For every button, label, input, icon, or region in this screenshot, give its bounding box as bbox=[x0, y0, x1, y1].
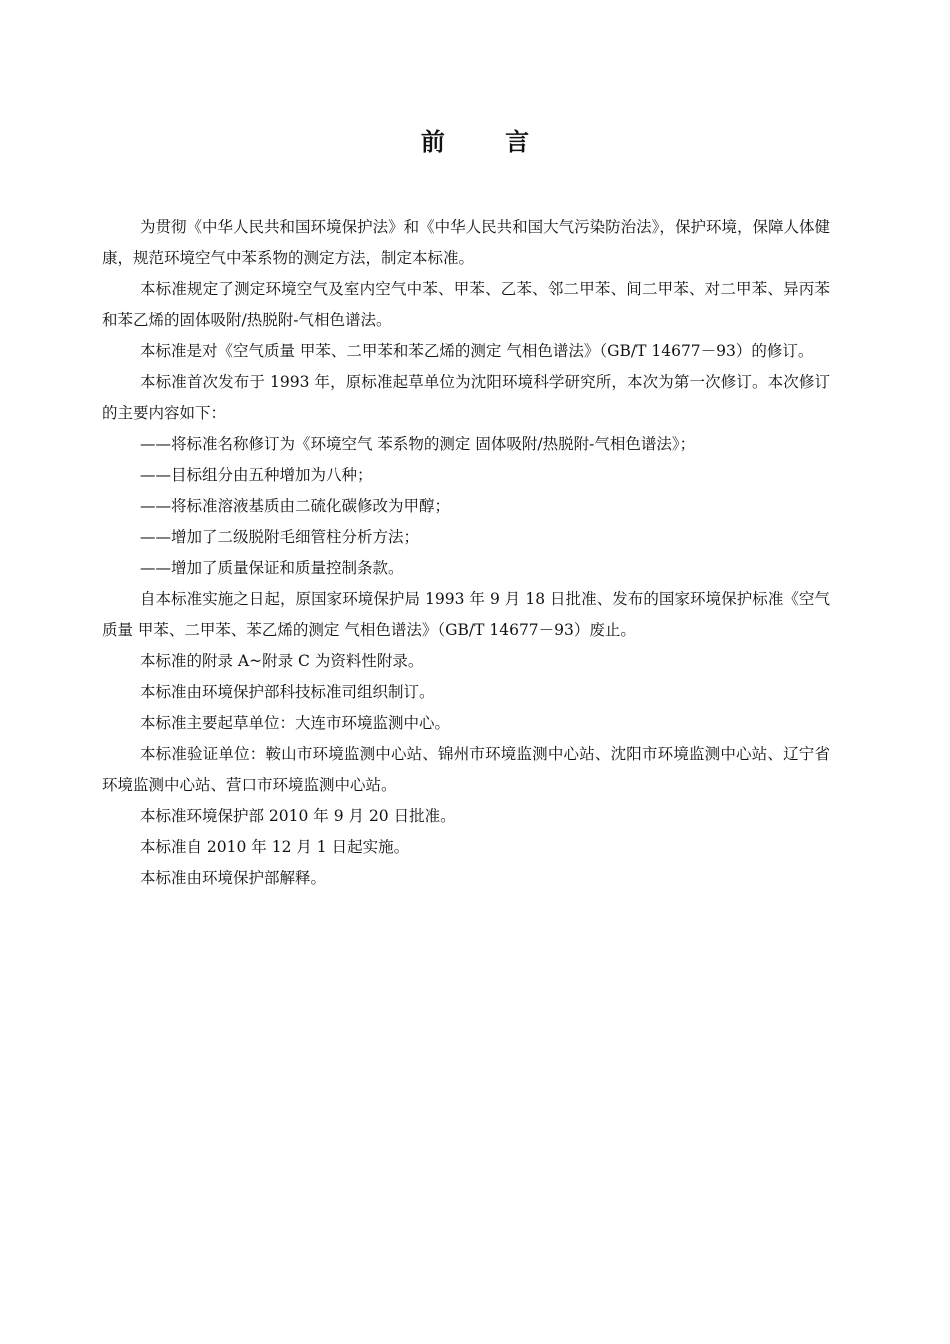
paragraph-abolish: 自本标准实施之日起，原国家环境保护局 1993 年 9 月 18 日批准、发布的国家环境保护标准《空气质量 甲苯、二甲苯、苯乙烯的测定 气相色谱法》（GB/T 14677－93）废止。 bbox=[102, 590, 830, 639]
paragraph-appendix: 本标准的附录 A~附录 C 为资料性附录。 bbox=[140, 652, 424, 670]
paragraph-organizer: 本标准由环境保护部科技标准司组织制订。 bbox=[140, 683, 435, 701]
paragraph-approved: 本标准环境保护部 2010 年 9 月 20 日批准。 bbox=[140, 807, 456, 825]
paragraph-scope: 本标准规定了测定环境空气及室内空气中苯、甲苯、乙苯、邻二甲苯、间二甲苯、对二甲苯、异丙苯和苯乙烯的固体吸附/热脱附-气相色谱法。 bbox=[102, 280, 830, 329]
paragraph-history: 本标准首次发布于 1993 年，原标准起草单位为沈阳环境科学研究所，本次为第一次修订。本次修订的主要内容如下： bbox=[102, 373, 830, 422]
paragraph-effective: 本标准自 2010 年 12 月 1 日起实施。 bbox=[140, 838, 410, 856]
list-item-rename: ——将标准名称修订为《环境空气 苯系物的测定 固体吸附/热脱附-气相色谱法》； bbox=[140, 435, 696, 453]
foreword-body bbox=[102, 212, 830, 894]
list-item-components: ——目标组分由五种增加为八种； bbox=[140, 466, 373, 484]
list-item-solvent: ——将标准溶液基质由二硫化碳修改为甲醇； bbox=[140, 497, 451, 515]
paragraph-drafter: 本标准主要起草单位：大连市环境监测中心。 bbox=[140, 714, 451, 732]
page-title: 前 言 bbox=[420, 128, 556, 156]
list-item-capillary: ——增加了二级脱附毛细管柱分析方法； bbox=[140, 528, 420, 546]
paragraph-revision-of: 本标准是对《空气质量 甲苯、二甲苯和苯乙烯的测定 气相色谱法》（GB/T 14677－93）的修订。 bbox=[140, 342, 814, 360]
list-item-qa-qc: ——增加了质量保证和质量控制条款。 bbox=[140, 559, 404, 577]
paragraph-validators: 本标准验证单位：鞍山市环境监测中心站、锦州市环境监测中心站、沈阳市环境监测中心站、辽宁省环境监测中心站、营口市环境监测中心站。 bbox=[102, 745, 830, 794]
paragraph-purpose: 为贯彻《中华人民共和国环境保护法》和《中华人民共和国大气污染防治法》，保护环境，保障人体健康，规范环境空气中苯系物的测定方法，制定本标准。 bbox=[102, 218, 830, 267]
paragraph-interpretation: 本标准由环境保护部解释。 bbox=[140, 869, 327, 887]
